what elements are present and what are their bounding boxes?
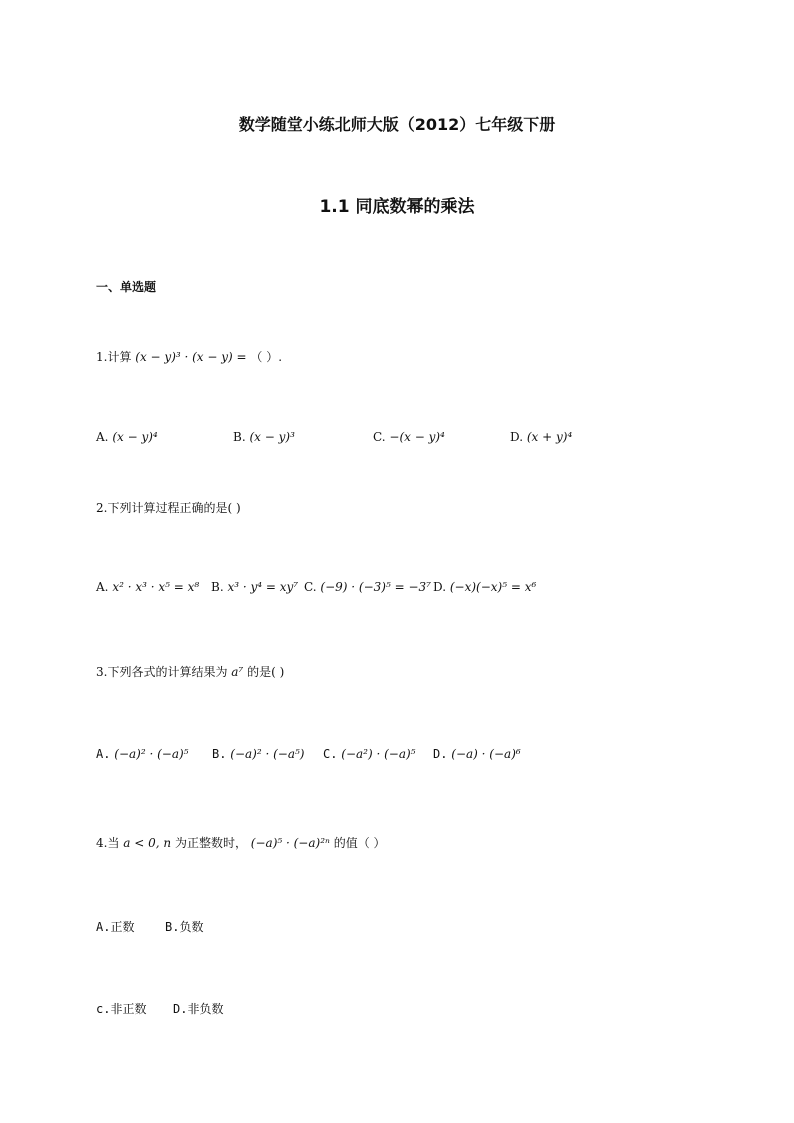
question-2-prefix: 2.下列计算过程正确的是( ) (96, 501, 241, 515)
option-text: 非正数 (110, 1002, 147, 1016)
option-label: D. (433, 747, 448, 761)
option-text: (x − y)⁴ (112, 430, 158, 444)
option-text: 正数 (110, 920, 135, 934)
option-label: D. (510, 430, 524, 444)
question-1-option-b[interactable] (233, 430, 295, 444)
question-4-option-d[interactable] (173, 1000, 223, 1017)
option-text: (−a)² · (−a)⁵ (114, 747, 189, 761)
question-2-option-b[interactable] (211, 580, 298, 594)
option-label: D. (173, 1002, 188, 1016)
question-4-suffix: 的值（ ） (333, 836, 386, 850)
question-4-option-c[interactable] (96, 1000, 146, 1017)
option-text: (−9) · (−3)⁵ = −3⁷ (320, 580, 431, 594)
option-label: A. (96, 580, 109, 594)
option-label: C. (304, 580, 317, 594)
option-label: A. (96, 747, 111, 761)
option-text: (−x)(−x)⁵ = x⁶ (449, 580, 537, 594)
question-3-option-c[interactable] (323, 747, 416, 761)
question-1-option-c[interactable] (373, 430, 445, 444)
question-4-math: a < 0, n (123, 836, 172, 850)
question-3-prefix: 3.下列各式的计算结果为 (96, 665, 228, 679)
question-4-option-a[interactable] (96, 918, 134, 935)
question-4-prefix: 4.当 (96, 836, 120, 850)
option-text: (−a)² · (−a⁵) (230, 747, 305, 761)
section-heading: 一、单选题 (96, 280, 157, 294)
question-2-option-d[interactable] (433, 580, 536, 594)
question-4-mid: 为正整数时， (174, 836, 247, 850)
question-2-stem (96, 499, 241, 516)
option-text: −(x − y)⁴ (389, 430, 445, 444)
question-3-option-b[interactable] (212, 747, 305, 761)
option-label: A. (96, 920, 111, 934)
question-1-option-d[interactable] (510, 430, 572, 444)
question-3-stem (96, 663, 284, 680)
option-text: (x − y)³ (249, 430, 295, 444)
question-4-stem (96, 834, 386, 851)
question-3-option-a[interactable] (96, 747, 189, 761)
question-1-math: (x − y)³ · (x − y) = (135, 350, 247, 364)
document-title: 数学随堂小练北师大版（2012）七年级下册 (238, 115, 556, 134)
option-text: 负数 (179, 920, 204, 934)
question-2-option-a[interactable] (96, 580, 199, 594)
option-text: x² · x³ · x⁵ = x⁸ (112, 580, 200, 594)
option-label: c. (96, 1002, 111, 1016)
question-1-suffix: （ ）. (250, 350, 283, 364)
option-label: B. (212, 747, 227, 761)
option-text: x³ · y⁴ = xy⁷ (227, 580, 299, 594)
option-label: A. (96, 430, 109, 444)
question-3-option-d[interactable] (433, 747, 521, 761)
question-3-suffix: 的是( ) (247, 665, 285, 679)
question-1-option-a[interactable] (96, 430, 158, 444)
option-text: (−a²) · (−a)⁵ (341, 747, 416, 761)
question-1-stem (96, 348, 282, 365)
question-1-prefix: 1.计算 (96, 350, 132, 364)
question-4-math-2: (−a)⁵ · (−a)²ⁿ (250, 836, 330, 850)
option-text: 非负数 (187, 1002, 224, 1016)
question-3-math: a⁷ (231, 665, 244, 679)
option-text: (−a) · (−a)⁶ (451, 747, 521, 761)
lesson-title: 1.1 同底数幂的乘法 (319, 197, 475, 217)
option-label: B. (165, 920, 180, 934)
question-2-option-c[interactable] (304, 580, 431, 594)
option-label: C. (373, 430, 386, 444)
option-label: B. (233, 430, 246, 444)
option-text: (x + y)⁴ (526, 430, 573, 444)
question-4-option-b[interactable] (165, 918, 203, 935)
option-label: D. (433, 580, 447, 594)
option-label: C. (323, 747, 338, 761)
option-label: B. (211, 580, 224, 594)
